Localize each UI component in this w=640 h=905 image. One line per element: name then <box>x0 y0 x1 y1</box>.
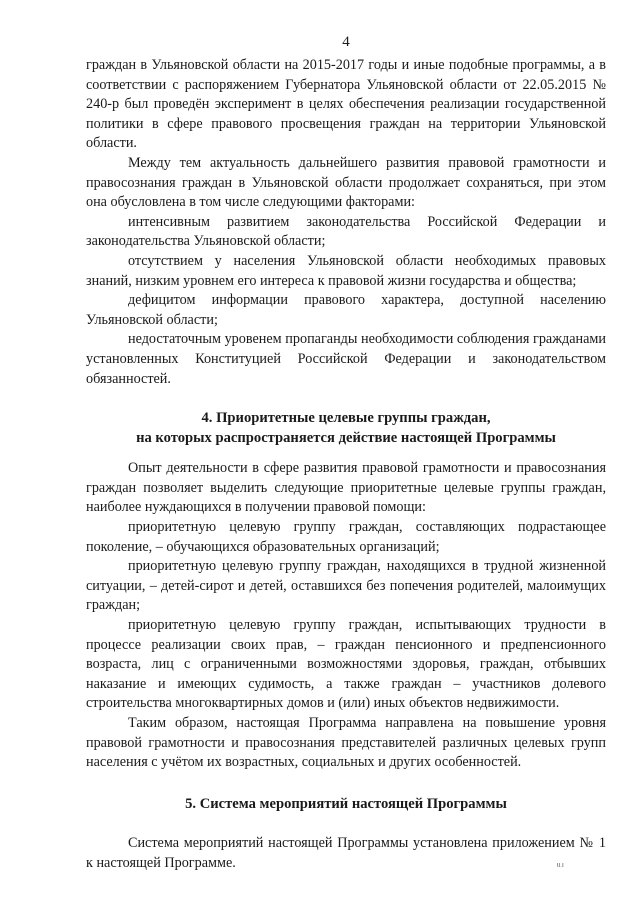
paragraph-factor: недостаточным уровенем пропаганды необходимости соблюдения гражданами установленных Конституцией Российской Федерации и законодательством обязанностей. <box>86 331 606 387</box>
paragraph-group: приоритетную целевую группу граждан, составляющих подрастающее поколение, – обучающихся образовательных организаций; <box>86 519 606 555</box>
section-4-title-line-1: 4. Приоритетные целевые группы граждан, <box>201 410 491 427</box>
paragraph: Система мероприятий настоящей Программы установлена приложением № 1 к настоящей Программе. <box>86 835 606 871</box>
paragraph-factor: интенсивным развитием законодательства Российской Федерации и законодательства Ульяновской области; <box>86 213 606 250</box>
paragraph-group: приоритетную целевую группу граждан, находящихся в трудной жизненной ситуации, – детей-сирот и детей, оставшихся без попечения родителей, малоимущих граждан; <box>86 558 606 614</box>
paragraph: граждан в Ульяновской области на 2015-2017 годы и иные подобные программы, а в соответствии с распоряжением Губернатора Ульяновской области от 22.05.2015 № 240-р был проведён эксперимент в целях обеспечения реализации государственной политики в сфере правового просвещения граждан на территории Ульяновской области. <box>86 57 606 152</box>
section-4-heading <box>86 409 606 448</box>
paragraph-factor: отсутствием у населения Ульяновской области необходимых правовых знаний, низким уровнем его интереса к правовой жизни государства и общества; <box>86 252 606 289</box>
paragraph-group: приоритетную целевую группу граждан, испытывающих трудности в процессе реализации своих прав, – граждан пенсионного и предпенсионного возраста, лиц с ограниченными возможностями здоровья, граждан, отбывших наказание и имеющих судимость, а также граждан – участников долевого строительства многоквартирных домов и (или) иных объектов недвижимости. <box>86 617 606 712</box>
document-body <box>86 56 606 874</box>
page-number: 4 <box>342 34 350 50</box>
paragraph: Между тем актуальность дальнейшего развития правовой грамотности и правосознания граждан в Ульяновской области продолжает сохраняться, при этом она обусловлена в том числе следующими факторами: <box>86 154 606 211</box>
paragraph: Опыт деятельности в сфере развития правовой грамотности и правосознания граждан позволяет выделить следующие приоритетные целевые группы граждан, наиболее нуждающихся в получении правовой помощи: <box>86 460 606 516</box>
paragraph-factor: дефицитом информации правового характера, доступной населению Ульяновской области; <box>86 292 606 328</box>
document-page <box>86 0 606 905</box>
paragraph: Таким образом, настоящая Программа направлена на повышение уровня правовой грамотности и правосознания представителей различных целевых групп населения с учётом их возрастных, социальных и других особенностей. <box>86 715 606 771</box>
scan-mark: ய <box>556 859 564 869</box>
section-5-heading: 5. Система мероприятий настоящей Программы <box>185 795 507 812</box>
section-4-title-line-2: на которых распространяется действие настоящей Программы <box>136 429 556 446</box>
